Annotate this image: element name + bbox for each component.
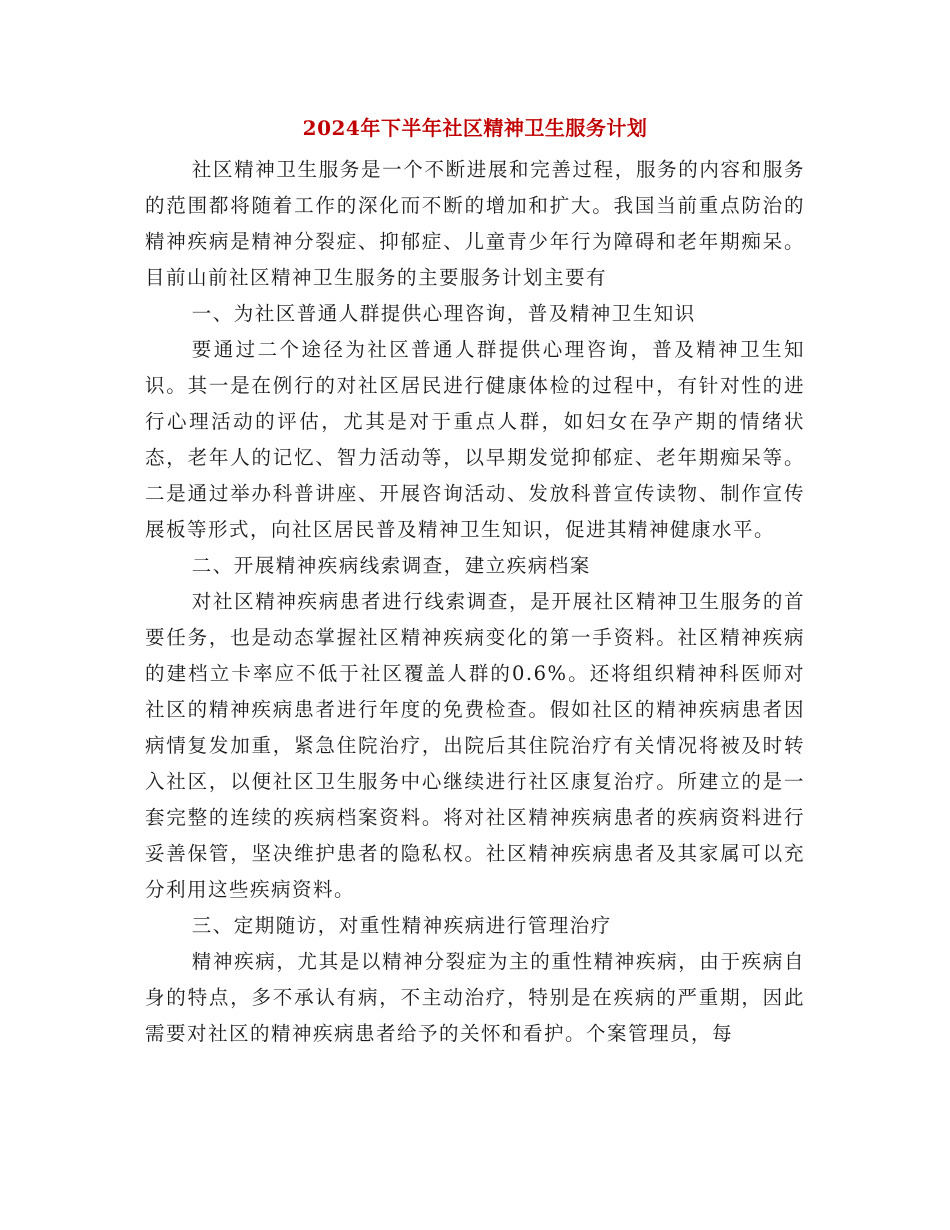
section-2-heading: 二、开展精神疾病线索调查，建立疾病档案 [191,554,591,577]
document-page [145,110,805,1052]
document-title: 2024年下半年社区精神卫生服务计划 [302,116,648,140]
intro-paragraph: 社区精神卫生服务是一个不断进展和完善过程，服务的内容和服务的范围都将随着工作的深化而不断的增加和扩大。我国当前重点防治的精神疾病是精神分裂症、抑郁症、儿童青少年行为障碍和老年期痴呆。目前山前社区精神卫生服务的主要服务计划主要有 [145,158,805,289]
section-3-body: 精神疾病，尤其是以精神分裂症为主的重性精神疾病，由于疾病自身的特点，多不承认有病，不主动治疗，特别是在疾病的严重期，因此需要对社区的精神疾病患者给予的关怀和看护。个案管理员，每 [145,950,805,1045]
section-1-heading: 一、为社区普通人群提供心理咨询，普及精神卫生知识 [191,302,696,325]
section-2-body: 对社区精神疾病患者进行线索调查，是开展社区精神卫生服务的首要任务，也是动态掌握社区精神疾病变化的第一手资料。社区精神疾病的建档立卡率应不低于社区覆盖人群的0.6%。还将组织精神科医师对社区的精神疾病患者进行年度的免费检查。假如社区的精神疾病患者因病情复发加重，紧急住院治疗，出院后其住院治疗有关情况将被及时转入社区，以便社区卫生服务中心继续进行社区康复治疗。所建立的是一套完整的连续的疾病档案资料。将对社区精神疾病患者的疾病资料进行妥善保管，坚决维护患者的隐私权。社区精神疾病患者及其家属可以充分利用这些疾病资料。 [145,590,805,901]
section-1-body: 要通过二个途径为社区普通人群提供心理咨询，普及精神卫生知识。其一是在例行的对社区居民进行健康体检的过程中，有针对性的进行心理活动的评估，尤其是对于重点人群，如妇女在孕产期的情绪状态，老年人的记忆、智力活动等，以早期发觉抑郁症、老年期痴呆等。二是通过举办科普讲座、开展咨询活动、发放科普宣传读物、制作宣传展板等形式，向社区居民普及精神卫生知识，促进其精神健康水平。 [145,338,805,541]
section-3-heading: 三、定期随访，对重性精神疾病进行管理治疗 [191,914,612,937]
